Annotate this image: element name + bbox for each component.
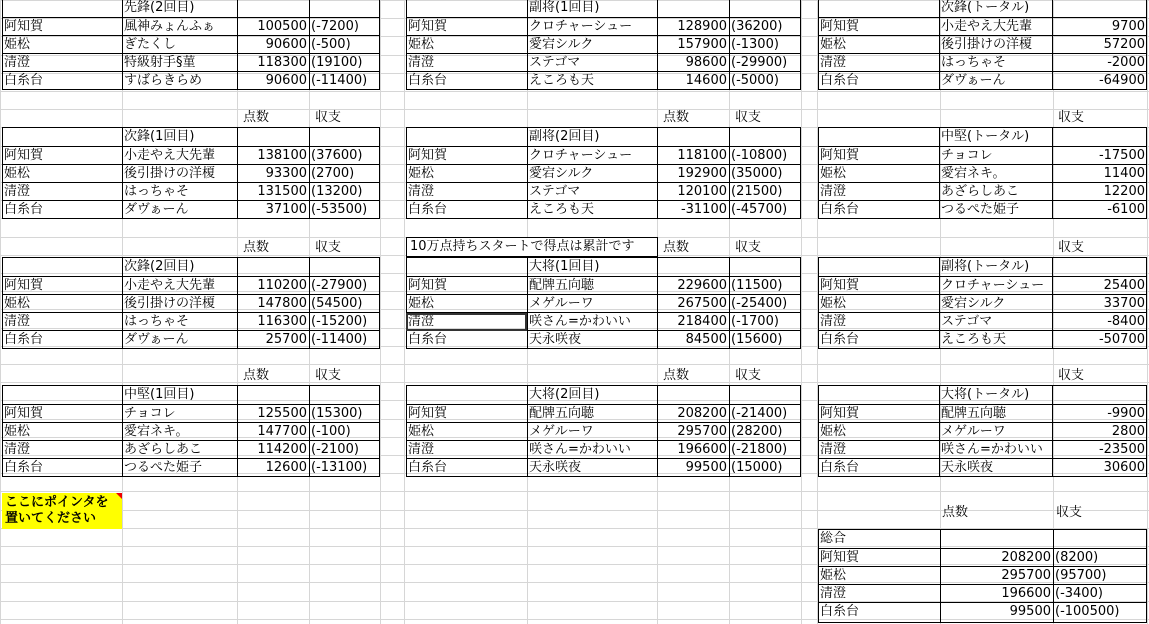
info-banner: 10万点持ちスタートで得点は累計です bbox=[406, 237, 658, 257]
player-cell[interactable]: チョコレ bbox=[124, 406, 176, 421]
team-cell[interactable]: 清澄 bbox=[820, 442, 847, 457]
table-title[interactable]: 次鋒(トータル) bbox=[941, 0, 1030, 15]
score-cell[interactable]: 208200 bbox=[677, 406, 727, 421]
score-header: 点数 bbox=[942, 505, 969, 520]
player-cell[interactable]: クロチャーシュー bbox=[529, 19, 633, 34]
balance-cell[interactable]: (-11400) bbox=[311, 332, 368, 347]
team-cell[interactable]: 清澄 bbox=[408, 184, 435, 199]
team-cell[interactable]: 白糸台 bbox=[4, 332, 44, 347]
balance-cell[interactable]: (8200) bbox=[1055, 550, 1099, 565]
score-cell[interactable]: 11400 bbox=[1103, 166, 1145, 181]
player-cell[interactable]: 天永咲夜 bbox=[941, 460, 994, 475]
player-cell[interactable]: 天永咲夜 bbox=[529, 460, 582, 475]
balance-header: 収支 bbox=[735, 368, 762, 383]
balance-cell[interactable]: (-1700) bbox=[731, 314, 779, 329]
team-cell[interactable]: 阿知賀 bbox=[408, 278, 448, 293]
balance-cell[interactable]: (37600) bbox=[311, 148, 363, 163]
grid-row-line bbox=[0, 510, 1149, 511]
score-cell[interactable]: 25700 bbox=[265, 332, 307, 347]
team-cell[interactable]: 阿知賀 bbox=[408, 406, 448, 421]
balance-cell[interactable]: (-25400) bbox=[731, 296, 788, 311]
player-cell[interactable]: クロチャーシュー bbox=[941, 278, 1045, 293]
score-cell[interactable]: 118100 bbox=[677, 148, 727, 163]
balance-cell[interactable]: (-2100) bbox=[311, 442, 359, 457]
table-title[interactable]: 大将(1回目) bbox=[529, 259, 600, 274]
balance-cell[interactable]: (95700) bbox=[1055, 568, 1107, 583]
player-cell[interactable]: チョコレ bbox=[941, 148, 993, 163]
score-cell[interactable]: 208200 bbox=[1001, 550, 1051, 565]
player-cell[interactable]: 後引掛けの洋榎 bbox=[124, 166, 216, 181]
team-cell[interactable]: 姫松 bbox=[820, 37, 847, 52]
player-cell[interactable]: 後引掛けの洋榎 bbox=[941, 37, 1033, 52]
balance-cell[interactable]: (36200) bbox=[731, 19, 783, 34]
player-cell[interactable]: えころも天 bbox=[529, 73, 595, 88]
grid-row-line bbox=[0, 491, 1149, 492]
team-cell[interactable]: 白糸台 bbox=[4, 202, 44, 217]
balance-cell[interactable]: (-13100) bbox=[311, 460, 368, 475]
grid-row-line bbox=[0, 91, 1149, 92]
player-cell[interactable]: 小走やえ大先輩 bbox=[941, 19, 1033, 34]
score-cell[interactable]: 99500 bbox=[1009, 604, 1051, 619]
instruction-note-text: ここにポインタを置いてください bbox=[5, 495, 109, 526]
balance-cell[interactable]: (-27900) bbox=[311, 278, 368, 293]
player-cell[interactable]: 配牌五向聴 bbox=[529, 278, 595, 293]
team-cell[interactable]: 姫松 bbox=[4, 296, 31, 311]
balance-cell[interactable]: (-21800) bbox=[731, 442, 788, 457]
team-cell[interactable]: 阿知賀 bbox=[820, 406, 860, 421]
team-cell[interactable]: 白糸台 bbox=[820, 604, 860, 619]
player-cell[interactable]: 後引掛けの洋榎 bbox=[124, 296, 216, 311]
score-cell[interactable]: 125500 bbox=[257, 406, 307, 421]
score-cell[interactable]: 12600 bbox=[265, 460, 307, 475]
score-cell[interactable]: 295700 bbox=[1001, 568, 1051, 583]
balance-cell[interactable]: (-11400) bbox=[311, 73, 368, 88]
grid-col-line bbox=[380, 0, 381, 624]
score-cell[interactable]: 229600 bbox=[677, 278, 727, 293]
table-title[interactable]: 大将(トータル) bbox=[941, 387, 1030, 402]
player-cell[interactable]: あざらしあこ bbox=[941, 184, 1020, 199]
player-cell[interactable]: はっちゃそ bbox=[941, 55, 1007, 70]
table-title[interactable]: 中堅(1回目) bbox=[124, 387, 195, 402]
score-cell[interactable]: 192900 bbox=[677, 166, 727, 181]
score-cell[interactable]: 267500 bbox=[677, 296, 727, 311]
team-cell[interactable]: 清澄 bbox=[820, 184, 847, 199]
grid-col-line bbox=[404, 0, 405, 624]
table-title[interactable]: 副将(トータル) bbox=[941, 259, 1030, 274]
score-header: 点数 bbox=[243, 110, 270, 125]
player-cell[interactable]: 咲さん=かわいい bbox=[941, 442, 1043, 457]
balance-cell[interactable]: (-10800) bbox=[731, 148, 788, 163]
team-cell[interactable]: 清澄 bbox=[406, 313, 527, 331]
balance-cell[interactable]: (-500) bbox=[311, 37, 351, 52]
team-cell[interactable]: 清澄 bbox=[408, 442, 435, 457]
balance-cell[interactable]: (-21400) bbox=[731, 406, 788, 421]
score-cell[interactable]: 218400 bbox=[677, 314, 727, 329]
score-cell[interactable]: 147700 bbox=[257, 424, 307, 439]
team-cell[interactable]: 姫松 bbox=[820, 424, 847, 439]
team-cell[interactable]: 白糸台 bbox=[408, 73, 448, 88]
player-cell[interactable]: 配牌五向聴 bbox=[941, 406, 1007, 421]
table-title[interactable]: 副将(2回目) bbox=[529, 129, 600, 144]
score-cell[interactable]: 33700 bbox=[1103, 296, 1145, 311]
balance-header: 収支 bbox=[1058, 368, 1085, 383]
table-title[interactable]: 次鋒(1回目) bbox=[124, 129, 195, 144]
score-cell[interactable]: 100500 bbox=[257, 19, 307, 34]
score-cell[interactable]: 99500 bbox=[685, 460, 727, 475]
player-cell[interactable]: 愛宕ネキ。 bbox=[941, 166, 1006, 181]
table-title[interactable]: 中堅(トータル) bbox=[941, 129, 1030, 144]
grid-col-line bbox=[1147, 0, 1148, 624]
balance-cell[interactable]: (-53500) bbox=[311, 202, 368, 217]
player-cell[interactable]: メゲルーワ bbox=[941, 424, 1006, 439]
player-cell[interactable]: ステゴマ bbox=[941, 314, 993, 329]
score-header: 点数 bbox=[663, 110, 690, 125]
score-header: 点数 bbox=[663, 240, 690, 255]
balance-cell[interactable]: (11500) bbox=[731, 278, 783, 293]
score-cell[interactable]: 37100 bbox=[265, 202, 307, 217]
balance-cell[interactable]: (-100500) bbox=[1055, 604, 1120, 619]
team-cell[interactable]: 阿知賀 bbox=[4, 406, 44, 421]
balance-cell[interactable]: (15600) bbox=[731, 332, 783, 347]
score-cell[interactable]: 14600 bbox=[685, 73, 727, 88]
player-cell[interactable]: ダヴぁーん bbox=[124, 202, 189, 217]
balance-cell[interactable]: (-3400) bbox=[1055, 586, 1103, 601]
player-cell[interactable]: はっちゃそ bbox=[124, 184, 190, 199]
balance-cell[interactable]: (-15200) bbox=[311, 314, 368, 329]
player-cell[interactable]: 愛宕シルク bbox=[529, 166, 594, 181]
score-cell[interactable]: 295700 bbox=[677, 424, 727, 439]
score-cell[interactable]: 131500 bbox=[257, 184, 307, 199]
balance-cell[interactable]: (-29900) bbox=[731, 55, 788, 70]
team-cell[interactable]: 白糸台 bbox=[820, 202, 860, 217]
player-cell[interactable]: あざらしあこ bbox=[124, 442, 203, 457]
score-cell[interactable]: -64900 bbox=[1098, 73, 1145, 88]
balance-header: 収支 bbox=[1058, 240, 1085, 255]
score-cell[interactable]: -50700 bbox=[1098, 332, 1145, 347]
table-title[interactable]: 副将(1回目) bbox=[529, 0, 600, 15]
score-header: 点数 bbox=[243, 240, 270, 255]
balance-header: 収支 bbox=[315, 110, 342, 125]
team-cell[interactable]: 白糸台 bbox=[408, 460, 448, 475]
score-cell[interactable]: 128900 bbox=[677, 19, 727, 34]
team-cell[interactable]: 白糸台 bbox=[408, 332, 448, 347]
balance-cell[interactable]: (19100) bbox=[311, 55, 363, 70]
score-cell[interactable]: -9900 bbox=[1107, 406, 1145, 421]
score-cell[interactable]: 25400 bbox=[1103, 278, 1145, 293]
score-cell[interactable]: 98600 bbox=[685, 55, 727, 70]
balance-cell[interactable]: (13200) bbox=[311, 184, 363, 199]
team-cell[interactable]: 清澄 bbox=[4, 184, 31, 199]
score-cell[interactable]: 196600 bbox=[1001, 586, 1051, 601]
balance-cell[interactable]: (28200) bbox=[731, 424, 783, 439]
player-cell[interactable]: すばらきらめ bbox=[124, 73, 203, 88]
table-title[interactable]: 先鋒(2回目) bbox=[124, 0, 195, 15]
team-cell[interactable]: 阿知賀 bbox=[820, 550, 860, 565]
balance-cell[interactable]: (-5000) bbox=[731, 73, 779, 88]
balance-header: 収支 bbox=[315, 368, 342, 383]
balance-cell[interactable]: (-1300) bbox=[731, 37, 779, 52]
grid-row-line bbox=[0, 382, 1149, 383]
score-cell[interactable]: 12200 bbox=[1103, 184, 1145, 199]
score-cell[interactable]: 120100 bbox=[677, 184, 727, 199]
score-cell[interactable]: 90600 bbox=[265, 37, 307, 52]
score-cell[interactable]: 110200 bbox=[257, 278, 307, 293]
team-cell[interactable]: 阿知賀 bbox=[408, 148, 448, 163]
team-cell[interactable]: 姫松 bbox=[820, 166, 847, 181]
player-cell[interactable]: メゲルーワ bbox=[529, 296, 594, 311]
table-title[interactable]: 大将(2回目) bbox=[529, 387, 600, 402]
instruction-note[interactable] bbox=[2, 493, 122, 529]
team-cell[interactable]: 清澄 bbox=[408, 55, 435, 70]
score-cell[interactable]: 147800 bbox=[257, 296, 307, 311]
balance-cell[interactable]: (35000) bbox=[731, 166, 783, 181]
team-cell[interactable]: 白糸台 bbox=[4, 460, 44, 475]
player-cell[interactable]: 咲さん=かわいい bbox=[529, 314, 631, 329]
team-cell[interactable]: 姫松 bbox=[408, 37, 435, 52]
player-cell[interactable]: 小走やえ大先輩 bbox=[124, 278, 216, 293]
team-cell[interactable]: 阿知賀 bbox=[4, 148, 44, 163]
team-cell[interactable]: 阿知賀 bbox=[4, 278, 44, 293]
score-cell[interactable]: 157900 bbox=[677, 37, 727, 52]
player-cell[interactable]: ダヴぁーん bbox=[124, 332, 189, 347]
player-cell[interactable]: 風神みょんふぁ bbox=[124, 19, 216, 34]
team-cell[interactable]: 白糸台 bbox=[820, 460, 860, 475]
team-cell[interactable]: 清澄 bbox=[4, 314, 31, 329]
player-cell[interactable]: ステゴマ bbox=[529, 184, 581, 199]
grid-col-line bbox=[0, 0, 1, 624]
team-cell[interactable]: 白糸台 bbox=[4, 73, 44, 88]
score-cell[interactable]: 57200 bbox=[1103, 37, 1145, 52]
score-header: 点数 bbox=[663, 368, 690, 383]
team-cell[interactable]: 清澄 bbox=[820, 55, 847, 70]
grid-row-line bbox=[0, 109, 1149, 110]
player-cell[interactable]: メゲルーワ bbox=[529, 424, 594, 439]
team-cell[interactable]: 姫松 bbox=[820, 296, 847, 311]
team-cell[interactable]: 阿知賀 bbox=[820, 19, 860, 34]
balance-cell[interactable]: (15000) bbox=[731, 460, 783, 475]
balance-header: 収支 bbox=[1058, 110, 1085, 125]
balance-header: 収支 bbox=[735, 240, 762, 255]
score-cell[interactable]: -17500 bbox=[1098, 148, 1145, 163]
balance-header: 収支 bbox=[1056, 505, 1083, 520]
player-cell[interactable]: 咲さん=かわいい bbox=[529, 442, 631, 457]
player-cell[interactable]: ステゴマ bbox=[529, 55, 581, 70]
table-title[interactable]: 次鋒(2回目) bbox=[124, 259, 195, 274]
team-cell[interactable]: 清澄 bbox=[820, 314, 847, 329]
score-cell[interactable]: 90600 bbox=[265, 73, 307, 88]
score-cell[interactable]: 196600 bbox=[677, 442, 727, 457]
team-cell[interactable]: 白糸台 bbox=[408, 202, 448, 217]
player-cell[interactable]: クロチャーシュー bbox=[529, 148, 633, 163]
balance-cell[interactable]: (-7200) bbox=[311, 19, 359, 34]
score-cell[interactable]: 93300 bbox=[265, 166, 307, 181]
team-cell[interactable]: 姫松 bbox=[408, 296, 435, 311]
score-cell[interactable]: -31100 bbox=[680, 202, 727, 217]
team-cell[interactable]: 姫松 bbox=[4, 166, 31, 181]
player-cell[interactable]: えころも天 bbox=[941, 332, 1007, 347]
player-cell[interactable]: つるぺた姫子 bbox=[941, 202, 1020, 217]
player-cell[interactable]: 愛宕シルク bbox=[941, 296, 1006, 311]
balance-cell[interactable]: (54500) bbox=[311, 296, 363, 311]
balance-cell[interactable]: (21500) bbox=[731, 184, 783, 199]
team-cell[interactable]: 清澄 bbox=[4, 442, 31, 457]
grid-col-line bbox=[801, 0, 802, 624]
balance-cell[interactable]: (-100) bbox=[311, 424, 351, 439]
score-cell[interactable]: -6100 bbox=[1107, 202, 1145, 217]
team-cell[interactable]: 姫松 bbox=[408, 166, 435, 181]
score-cell[interactable]: 138100 bbox=[257, 148, 307, 163]
balance-header: 収支 bbox=[315, 240, 342, 255]
team-cell[interactable]: 清澄 bbox=[820, 586, 847, 601]
player-cell[interactable]: 特級射手§菫 bbox=[124, 55, 196, 70]
player-cell[interactable]: ダヴぁーん bbox=[941, 73, 1006, 88]
player-cell[interactable]: 愛宕ネキ。 bbox=[124, 424, 189, 439]
score-cell[interactable]: 9700 bbox=[1111, 19, 1145, 34]
balance-cell[interactable]: (2700) bbox=[311, 166, 355, 181]
team-cell[interactable]: 姫松 bbox=[820, 568, 847, 583]
player-cell[interactable]: 配牌五向聴 bbox=[529, 406, 595, 421]
team-cell[interactable]: 姫松 bbox=[4, 37, 31, 52]
balance-cell[interactable]: (-45700) bbox=[731, 202, 788, 217]
score-cell[interactable]: -2000 bbox=[1107, 55, 1145, 70]
player-cell[interactable]: ぎたくし bbox=[124, 37, 177, 52]
team-cell[interactable]: 清澄 bbox=[4, 55, 31, 70]
team-cell[interactable]: 白糸台 bbox=[820, 332, 860, 347]
score-cell[interactable]: 118300 bbox=[257, 55, 307, 70]
team-cell[interactable]: 白糸台 bbox=[820, 73, 860, 88]
player-cell[interactable]: 天永咲夜 bbox=[529, 332, 582, 347]
player-cell[interactable]: はっちゃそ bbox=[124, 314, 190, 329]
table-title[interactable]: 総合 bbox=[820, 531, 847, 546]
score-cell[interactable]: -8400 bbox=[1107, 314, 1145, 329]
grid-row-line bbox=[0, 364, 1149, 365]
player-cell[interactable]: 小走やえ大先輩 bbox=[124, 148, 216, 163]
balance-cell[interactable]: (15300) bbox=[311, 406, 363, 421]
player-cell[interactable]: 愛宕シルク bbox=[529, 37, 594, 52]
score-cell[interactable]: 84500 bbox=[685, 332, 727, 347]
team-cell[interactable]: 阿知賀 bbox=[408, 19, 448, 34]
player-cell[interactable]: つるぺた姫子 bbox=[124, 460, 203, 475]
comment-marker-icon bbox=[116, 493, 122, 499]
team-cell[interactable]: 姫松 bbox=[408, 424, 435, 439]
score-cell[interactable]: 2800 bbox=[1111, 424, 1145, 439]
team-cell[interactable]: 阿知賀 bbox=[820, 278, 860, 293]
team-cell[interactable]: 阿知賀 bbox=[4, 19, 44, 34]
team-cell[interactable]: 姫松 bbox=[4, 424, 31, 439]
score-cell[interactable]: 30600 bbox=[1103, 460, 1145, 475]
player-cell[interactable]: えころも天 bbox=[529, 202, 595, 217]
balance-header: 収支 bbox=[735, 110, 762, 125]
score-cell[interactable]: 116300 bbox=[257, 314, 307, 329]
score-cell[interactable]: 114200 bbox=[257, 442, 307, 457]
team-cell[interactable]: 阿知賀 bbox=[820, 148, 860, 163]
score-cell[interactable]: -23500 bbox=[1098, 442, 1145, 457]
score-header: 点数 bbox=[243, 368, 270, 383]
